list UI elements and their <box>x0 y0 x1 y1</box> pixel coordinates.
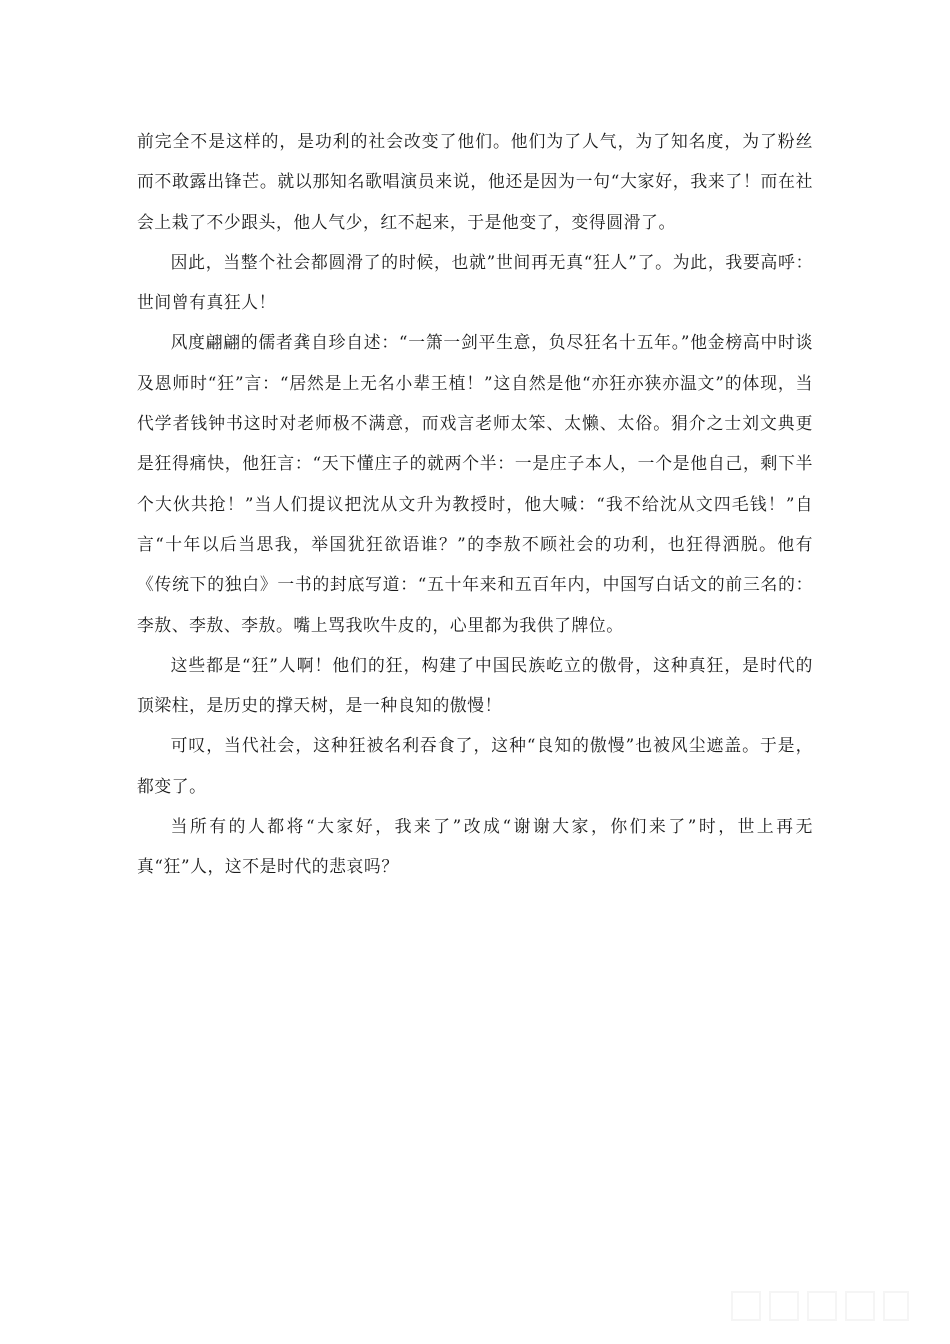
paragraph-3: 风度翩翩的儒者龚自珍自述：“一箫一剑平生意，负尽狂名十五年。”他金榜高中时谈及恩师时“狂”言：“居然是上无名小辈王植！”这自然是他“亦狂亦狭亦温文”的体现，当代学者钱钟书这时对老师极不满意，而戏言老师太笨、太懒、太俗。狷介之士刘文典更是狂得痛快，他狂言：“天下懂庄子的就两个半：一是庄子本人，一个是他自己，剩下半个大伙共抢！”当人们提议把沈从文升为教授时，他大喊：“我不给沈从文四毛钱！”自言“十年以后当思我，举国犹狂欲语谁？”的李敖不顾社会的功利，也狂得洒脱。他有《传统下的独白》一书的封底写道：“五十年来和五百年内，中国写白话文的前三名的：李敖、李敖、李敖。嘴上骂我吹牛皮的，心里都为我供了牌位。 <box>137 332 813 635</box>
paragraph-5: 可叹，当代社会，这种狂被名利吞食了，这种“良知的傲慢”也被风尘遮盖。于是，都变了。 <box>137 735 813 796</box>
document-page <box>137 121 813 887</box>
faint-watermark-icon <box>730 1286 910 1326</box>
paragraph-2: 因此，当整个社会都圆滑了的时候，也就”世间再无真“狂人”了。为此，我要高呼：世间曾有真狂人！ <box>137 251 813 313</box>
paragraph-4: 这些都是“狂”人啊！他们的狂，构建了中国民族屹立的傲骨，这种真狂，是时代的顶梁柱，是历史的撑天树，是一种良知的傲慢！ <box>137 654 813 716</box>
paragraph-6: 当所有的人都将“大家好，我来了”改成“谢谢大家，你们来了”时，世上再无真“狂”人，这不是时代的悲哀吗？ <box>137 816 813 877</box>
paragraph-1: 前完全不是这样的，是功利的社会改变了他们。他们为了人气，为了知名度，为了粉丝而不敢露出锋芒。就以那知名歌唱演员来说，他还是因为一句“大家好，我来了！而在社会上栽了不少跟头，他人气少，红不起来，于是他变了，变得圆滑了。 <box>137 131 813 232</box>
